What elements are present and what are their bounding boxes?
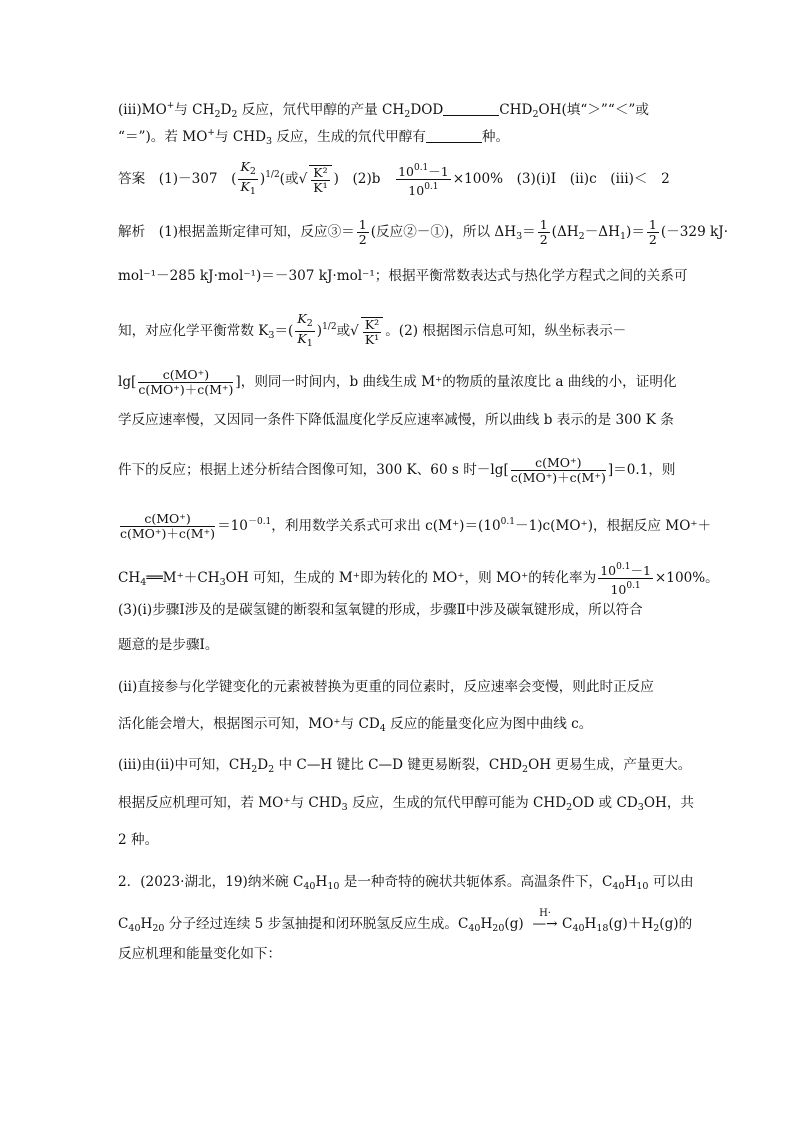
question2-line-1: 2．(2023·湖北，19)纳米碗 $C_{40}H_{10}$ 是一种奇特的碗状共轭体系。高温条件下，$C_{40}H_{10}$ 可以由 (118, 874, 694, 892)
sqrt-fraction: $\frac{\text{K²}}{\text{K¹}}$ (309, 165, 331, 195)
text: ，利用数学关系式可求出 c(M⁺)＝(10 (271, 518, 501, 534)
answer-label: 答案 (118, 171, 146, 187)
analysis-line-14: 根据反应机理可知，若 MO⁺与 $CHD_3$ 反应，生成的氘代甲醇可能为 $CHD_2OD$ 或 $CD_3OH$，共 (118, 795, 695, 813)
conversion-fraction: $\frac{10^{0.1}-1}{10^{0.1}}$ (600, 562, 651, 597)
analysis-line-3: 知，对应化学平衡常数 $K_3=$( $\frac{K_2}{K_1}$ )$^{1/2}$或√ $\frac{\text{K²}}{\text{K¹}}$ 。(2) 根据图示信息可知，纵坐标表示－ (118, 311, 627, 349)
text: 知，对应化学平衡常数 K (118, 323, 269, 339)
analysis-line-10 (118, 635, 219, 655)
text: ]，则同一时间内，b 曲线生成 M⁺的物质的量浓度比 a 曲线的小，证明化 (235, 374, 677, 390)
text: H (624, 874, 637, 890)
answer-blank (443, 101, 499, 116)
question2-line-2: $C_{40}H_{20}$ 分子经过连续 5 步氢抽提和闭环脱氢反应生成。$C_{40}H_{20}(g)$ H· —→ $C_{40}H_{18}(g)+H_2(g)$的 (118, 908, 693, 934)
sqrt-symbol: √ (298, 171, 308, 187)
text: (iii)MO (118, 102, 167, 118)
concentration-fraction: $\frac{c(MO^+)}{c(MO^+)+c(M^+)}$ (510, 455, 606, 485)
text: (g) (504, 916, 524, 932)
analysis-line-11 (118, 677, 654, 697)
analysis-line-7: $\frac{c(MO^+)}{c(MO^+)+c(M^+)}$ $=10^{-0.1}$，利用数学关系式可求出 $c(M^+)=(10^{0.1}-1)c(MO^+)$，根据反应 MO⁺＋ (120, 511, 712, 541)
subscript: 3 (266, 136, 273, 147)
text: CHD (499, 102, 533, 118)
text: ×100% (3)(ⅰ)Ⅰ (ⅱ)c (ⅲ)＜ 2 (452, 171, 670, 187)
text: 反应的能量变化应为图中曲线 c。 (385, 716, 593, 732)
text: H (140, 916, 153, 932)
analysis-line-9 (118, 600, 643, 620)
text: 与 CHD (214, 129, 266, 145)
text: (反应②－①)，所以 ΔH (370, 224, 517, 240)
text: (1)根据盖斯定律可知，反应③＝ (158, 224, 355, 240)
conversion-fraction: $\frac{10^{0.1}-1}{10^{0.1}}$ (398, 163, 449, 198)
text: 件下的反应；根据上述分析结合图像可知，300 K、60 s 时－lg[ (118, 462, 509, 478)
text: CH (118, 570, 141, 586)
text: C (562, 916, 573, 932)
text: 反应，氘代甲醇的产量 CH (237, 102, 405, 118)
superscript: + (166, 101, 175, 111)
analysis-line-1: 解析 (1)根据盖斯定律可知，反应③＝ $\frac{1}{2}$ (反应②－①)，所以 $\Delta H_3=$ $\frac{1}{2}$ $(\Delta H_2-\Delta H_1)=$ $\frac{1}{2}$ (－329 kJ· (118, 217, 729, 247)
concentration-fraction: $\frac{c(MO^+)}{c(MO^+)+c(M^+)}$ (120, 511, 216, 541)
text: (g)的 (659, 916, 693, 932)
analysis-line-13: (ⅲ)由(ⅱ)中可知，$CH_2D_2$ 中 C—H 键比 C—D 键更易断裂，$CHD_2OH$ 更易生成，产量更大。 (118, 757, 692, 775)
text: H (584, 916, 597, 932)
concentration-fraction: $\frac{c(MO^+)}{c(MO^+)+c(M^+)}$ (138, 367, 234, 397)
fraction-k2-k1: $\frac{K_2}{K_1}$ (297, 311, 313, 349)
analysis-line-5 (118, 410, 674, 430)
analysis-line-15 (118, 830, 158, 850)
text: 或 (336, 323, 351, 339)
text: ＝( (274, 323, 294, 339)
text: 学反应速率慢，又因同一条件下降低温度化学反应速率减慢，所以曲线 b 表示的是 300 K 条 (118, 412, 674, 428)
text: (或 (279, 171, 299, 187)
subscript: 2 (532, 109, 539, 120)
text: lg[ (118, 374, 137, 390)
text: OH(填“＞”“＜”或 (538, 102, 649, 118)
analysis-line-8: $CH_4══M^++CH_3OH$ 可知，生成的 M⁺即为转化的 MO⁺，则 MO⁺的转化率为 $\frac{10^{0.1}-1}{10^{0.1}}$ ×100%。 (118, 562, 719, 597)
text: 中 C—H 键比 C—D 键更易断裂，CHD (274, 757, 523, 773)
text: 是一种奇特的碗状共轭体系。高温条件下，C (339, 874, 613, 890)
subscript: 2 (404, 109, 411, 120)
text: OH 可知，生成的 M⁺即为转化的 MO⁺，则 MO⁺的转化率为 (225, 570, 597, 586)
analysis-line-12: 活化能会增大，根据图示可知，MO⁺与 $CD_4$ 反应的能量变化应为图中曲线 c。 (118, 716, 593, 734)
text: 种。 (481, 129, 510, 145)
question2-line-3 (118, 944, 281, 964)
half-fraction: $\frac{1}{2}$ (648, 217, 657, 247)
text: 反应机理和能量变化如下： (118, 946, 282, 962)
text: 题意的是步骤Ⅰ。 (118, 637, 219, 653)
text: 2 种。 (118, 832, 159, 848)
analysis-line-6 (118, 456, 676, 485)
subscript: 2 (231, 109, 238, 120)
fraction-k2-k1: $\frac{K_2}{K_1}$ (240, 159, 256, 197)
text: mol⁻¹－285 kJ·mol⁻¹)＝－307 kJ·mol⁻¹；根据平衡常数表达式与热化学方程式之间的关系可 (118, 268, 688, 284)
analysis-line-2 (118, 266, 687, 286)
question-line-2 (118, 123, 509, 152)
text: (ⅱ)直接参与化学键变化的元素被替换为更重的同位素时，反应速率会变慢，则此时正反应 (118, 679, 654, 695)
text: )＝ (626, 224, 645, 240)
text: ＝ (522, 224, 536, 240)
text: 与 CH (174, 102, 215, 118)
superscript: + (207, 128, 215, 138)
text: OD 或 CD (572, 795, 638, 811)
text: 活化能会增大，根据图示可知，MO⁺与 CD (118, 716, 380, 732)
text: (g)＋H (608, 916, 654, 932)
analysis-line-4 (118, 368, 677, 397)
text: OH 更易生成，产量更大。 (528, 757, 692, 773)
text: ══M⁺＋CH (146, 570, 220, 586)
text: (ⅲ)由(ⅱ)中可知，CH (118, 757, 252, 773)
text: D (257, 757, 269, 773)
text: ) (2)b (333, 171, 381, 187)
text: ×100%。 (654, 570, 719, 586)
text: 。(2) 根据图示信息可知，纵坐标表示－ (385, 323, 627, 339)
subscript: 2 (214, 109, 221, 120)
text: 反应，生成的氘代甲醇有 (272, 129, 426, 145)
text: DOD (410, 102, 444, 118)
text: (－329 kJ· (660, 224, 729, 240)
text: H (480, 916, 493, 932)
question-line-1 (118, 96, 649, 125)
sqrt-fraction: $\frac{\text{K²}}{\text{K¹}}$ (361, 317, 383, 347)
exponent: 1/2 (265, 170, 280, 180)
text: D (220, 102, 232, 118)
text: －1)c(MO⁺)，根据反应 MO⁺＋ (515, 518, 712, 534)
text: (ΔH (551, 224, 579, 240)
half-fraction: $\frac{1}{2}$ (358, 217, 367, 247)
answer-line: 答案 (1)－307 ( $\frac{K_2}{K_1}$ )$^{1/2}$(或√ $\frac{\text{K²}}{\text{K¹}}$ ) (2)b $\frac{10^{0.1}-1}{10^{0.1}}$ ×100% (3)(ⅰ)Ⅰ (ⅱ)c (ⅲ)＜ 2 (118, 159, 670, 198)
text: “＝”)。若 MO (118, 129, 208, 145)
half-fraction: $\frac{1}{2}$ (539, 217, 548, 247)
text: 分子经过连续 5 步氢抽提和闭环脱氢反应生成。C (164, 916, 469, 932)
reaction-arrow: H· —→ (532, 908, 558, 932)
sqrt-symbol: √ (350, 323, 359, 339)
text: －ΔH (584, 224, 620, 240)
text: OH，共 (643, 795, 695, 811)
answer-blank (426, 128, 482, 143)
text: H (315, 874, 328, 890)
analysis-label: 解析 (118, 224, 146, 240)
text: ＝10 (217, 518, 248, 534)
text: ]＝0.1，则 (607, 462, 676, 478)
text: 2．(2023·湖北，19)纳米碗 C (118, 874, 304, 890)
text: (3)(ⅰ)步骤Ⅰ涉及的是碳氢键的断裂和氢氧键的形成，步骤Ⅱ中涉及碳氧键形成，所以符合 (118, 602, 643, 618)
text: 根据反应机理可知，若 MO⁺与 CHD (118, 795, 342, 811)
text: 可以由 (648, 874, 694, 890)
text: 反应，生成的氘代甲醇可能为 CHD (347, 795, 567, 811)
text: (1)－307 (158, 171, 218, 187)
text: C (118, 916, 129, 932)
